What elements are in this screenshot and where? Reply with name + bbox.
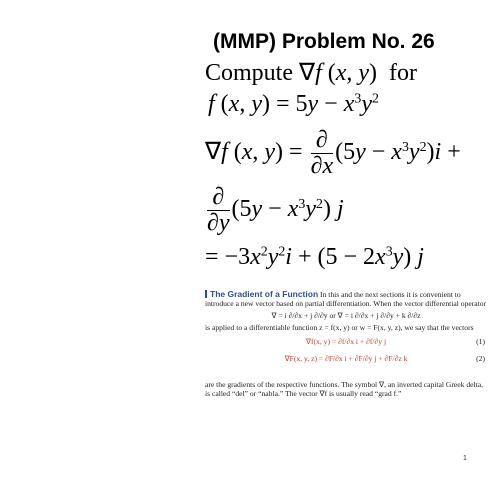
partial-y-line: $\frac{\partial}{\partial y}$ $(5y - x^3y^2)$ j — [207, 184, 344, 237]
excerpt-applied: is applied to a differentiable function z = f(x, y) or w = F(x, y, z), we say that the vectors — [205, 323, 474, 332]
excerpt-intro: In this and the next sections it is convenient to introduce a new vector based on partial differentiation. When the vector differential operator — [205, 290, 487, 308]
function-definition: f (x, $y) = 5y - x^3y^2$ — [208, 91, 379, 117]
gradient-expansion-line: ∇f (x, y) = $\frac{\partial}{\partial x}$ $(5y - x^3y^2)i$ + — [205, 127, 461, 180]
excerpt-heading: The Gradient of a Function — [210, 289, 319, 299]
equation-1-number: (1) — [476, 337, 485, 346]
compute-text: Compute ∇f (x, y) for — [205, 60, 418, 86]
equation-2-number: (2) — [476, 354, 485, 363]
problem-title: (MMP) Problem No. 26 — [213, 30, 435, 53]
excerpt-closing: are the gradients of the respective functions. The symbol ∇, an inverted capital Greek delta, is called “del” or “nabla.” The vector ∇f is usually read “grad f.” — [205, 380, 484, 398]
result-line: = $-3x^2y^2i + (5 - 2x^3y)$ j — [205, 244, 424, 270]
equation-1: ∇f(x, y) = ∂f/∂x i + ∂f/∂y j — [305, 337, 387, 346]
excerpt-intro-paragraph — [205, 290, 487, 308]
page-number: 1 — [463, 455, 467, 462]
partial-y-fraction: $\frac{\partial}{\partial y}$ — [207, 184, 230, 237]
section-marker-bar — [205, 290, 207, 298]
textbook-excerpt — [205, 290, 487, 398]
partial-x-fraction: $\frac{\partial}{\partial x}$ — [310, 127, 334, 180]
compute-line — [205, 58, 417, 87]
operator-equation: ∇ = i ∂/∂x + j ∂/∂y or ∇ = i ∂/∂x + j ∂/∂y + k ∂/∂z — [271, 311, 421, 320]
equation-1-row — [205, 335, 487, 349]
equation-2-row — [205, 352, 487, 366]
equation-2: ∇F(x, y, z) = ∂F/∂x i + ∂F/∂y j + ∂F/∂z k — [284, 354, 408, 363]
